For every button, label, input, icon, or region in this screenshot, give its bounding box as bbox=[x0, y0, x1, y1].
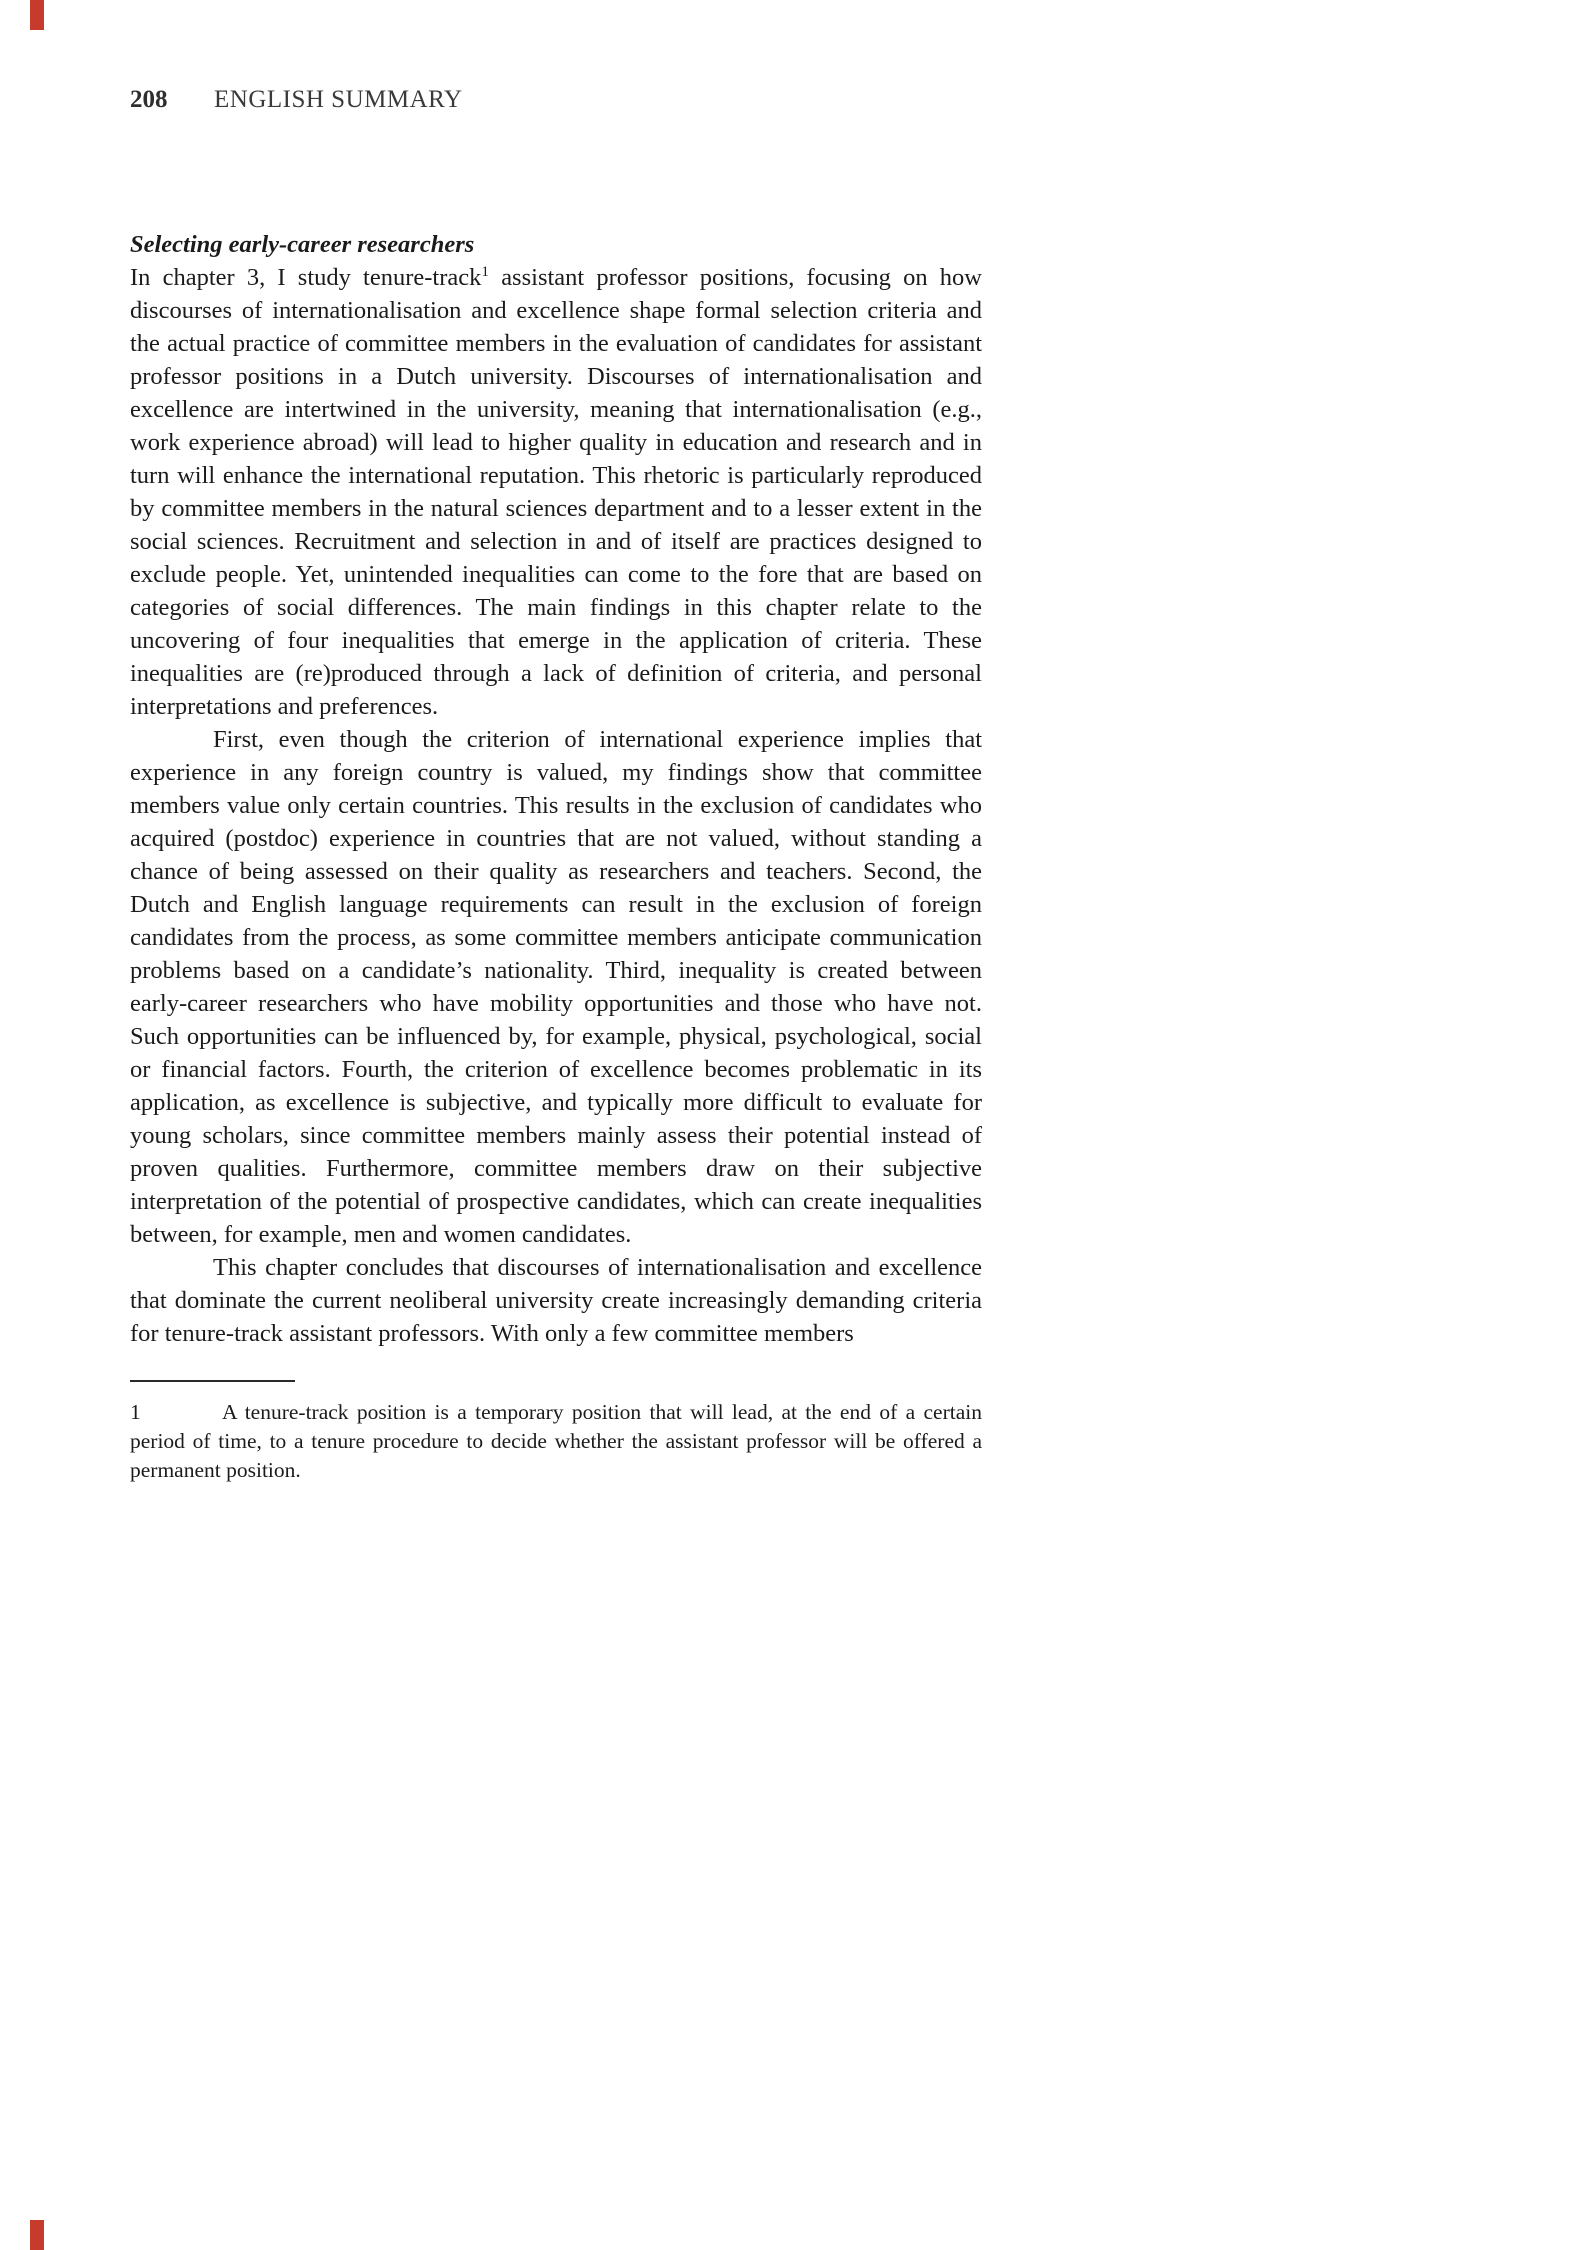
paragraph-2: First, even though the criterion of international experience implies that experience in any foreign country is valued, my findings show that committee members value only certain countries. This results in the exclusion of candidates who acquired (postdoc) experience in countries that are not valued, without standing a chance of being assessed on their quality as researchers and teachers. Second, the Dutch and English language requirements can result in the exclusion of foreign candidates from the process, as some committee members anticipate communication problems based on a candidate’s nationality. Third, inequality is created between early-career researchers who have mobility opportunities and those who have not. Such opportunities can be influenced by, for example, physical, psychological, social or financial factors. Fourth, the criterion of excellence becomes problematic in its application, as excellence is subjective, and typically more difficult to evaluate for young scholars, since committee members mainly assess their potential instead of proven qualities. Furthermore, committee members draw on their subjective interpretation of the potential of prospective candidates, which can create inequalities between, for example, men and women candidates. bbox=[130, 726, 982, 1248]
red-tab-top bbox=[30, 0, 44, 30]
section-heading: Selecting early-career researchers bbox=[130, 231, 475, 258]
paragraph-1-text-before-footnote: In chapter 3, I study tenure-track bbox=[130, 264, 482, 291]
paragraph-3: This chapter concludes that discourses of internationalisation and excellence that dominate the current neoliberal university create increasingly demanding criteria for tenure-track assistant professors. With only a few committee members bbox=[130, 1254, 982, 1347]
paragraph-1-text-after-footnote: assistant professor positions, focusing on how discourses of internationalisation and excellence shape formal selection criteria and the actual practice of committee members in the evaluation of candidates for assistant professor positions in a Dutch university. Discourses of internationalisation and excellence are intertwined in the university, meaning that internationalisation (e.g., work experience abroad) will lead to higher quality in education and research and in turn will enhance the international reputation. This rhetoric is particularly reproduced by committee members in the natural sciences department and to a lesser extent in the social sciences. Recruitment and selection in and of itself are practices designed to exclude people. Yet, unintended inequalities can come to the fore that are based on categories of social differences. The main findings in this chapter relate to the uncovering of four inequalities that emerge in the application of criteria. These inequalities are (re)produced through a lack of definition of criteria, and personal interpretations and preferences. bbox=[130, 264, 982, 720]
footnote-text: A tenure-track position is a temporary position that will lead, at the end of a certain period of time, to a tenure procedure to decide whether the assistant professor will be offered a permanent position. bbox=[130, 1400, 982, 1482]
running-header bbox=[130, 86, 990, 114]
footnote-number: 1 bbox=[130, 1400, 141, 1424]
page-number: 208 bbox=[130, 86, 168, 113]
footnote-separator bbox=[130, 1380, 295, 1382]
footnote-reference-mark: 1 bbox=[481, 262, 489, 280]
footnote-area bbox=[130, 1380, 982, 1485]
footnote bbox=[130, 1398, 982, 1485]
header-title: ENGLISH SUMMARY bbox=[214, 86, 463, 113]
red-tab-bottom bbox=[30, 2220, 44, 2250]
main-text-block bbox=[130, 228, 982, 1485]
paragraph-1 bbox=[130, 261, 982, 723]
